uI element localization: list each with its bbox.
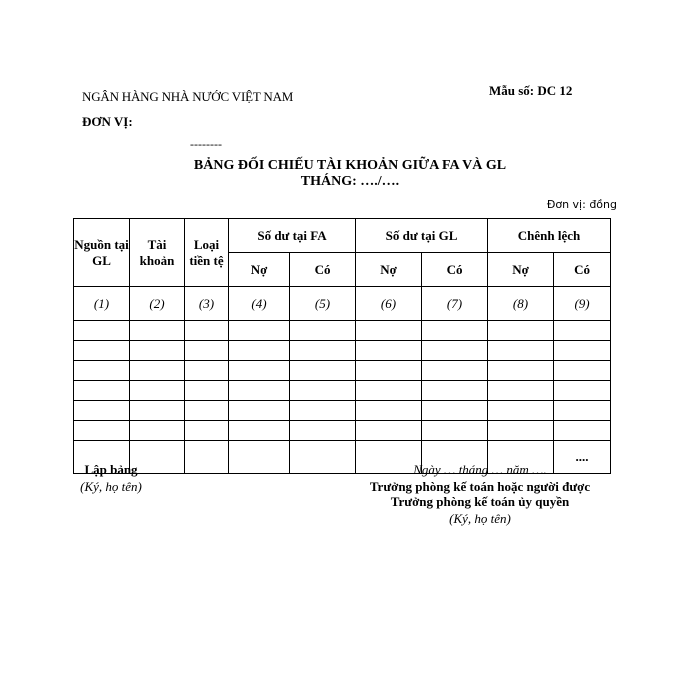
table-cell — [356, 321, 422, 341]
currency-note: Đơn vị: đồng — [546, 198, 617, 211]
table-cell — [554, 401, 611, 421]
table-cell — [422, 361, 488, 381]
table-cell — [130, 341, 185, 361]
table-cell — [229, 341, 290, 361]
table-cell — [229, 441, 290, 474]
table-cell — [74, 381, 130, 401]
header-source-gl: Nguồn tại GL — [74, 219, 130, 287]
table-cell — [488, 401, 554, 421]
table-cell — [290, 321, 356, 341]
table-cell — [488, 381, 554, 401]
table-cell — [185, 421, 229, 441]
column-number: (1) — [74, 287, 130, 321]
column-number: (8) — [488, 287, 554, 321]
table-cell — [290, 421, 356, 441]
approver-line-2: Trưởng phòng kế toán ủy quyền — [390, 494, 570, 509]
table-cell — [185, 381, 229, 401]
table-cell — [130, 321, 185, 341]
subheader-debit: Nợ — [488, 253, 554, 287]
header-row — [74, 219, 611, 253]
table-cell — [74, 361, 130, 381]
subheader-credit: Có — [422, 253, 488, 287]
subheader-credit: Có — [290, 253, 356, 287]
form-code: Mẫu số: DC 12 — [489, 83, 573, 98]
preparer-title: Lập bảng — [84, 462, 138, 477]
table-cell — [356, 341, 422, 361]
column-number: (2) — [130, 287, 185, 321]
table-cell — [422, 321, 488, 341]
table-cell — [74, 341, 130, 361]
table-row — [74, 381, 611, 401]
table-cell — [554, 381, 611, 401]
table-cell — [229, 321, 290, 341]
table-cell — [422, 421, 488, 441]
table-cell — [185, 361, 229, 381]
table-row — [74, 341, 611, 361]
table-cell — [290, 401, 356, 421]
preparer-signature-note: (Ký, họ tên) — [80, 479, 142, 494]
column-number: (4) — [229, 287, 290, 321]
reconciliation-table — [73, 218, 611, 474]
table-cell — [422, 381, 488, 401]
month-line: THÁNG: …./…. — [300, 174, 400, 189]
table-cell — [356, 421, 422, 441]
header-balance-fa: Số dư tại FA — [229, 219, 356, 253]
column-number: (9) — [554, 287, 611, 321]
table-cell — [74, 421, 130, 441]
approver-signature-note: (Ký, họ tên) — [449, 511, 511, 526]
table-cell — [290, 341, 356, 361]
table-cell — [185, 401, 229, 421]
table-cell — [554, 421, 611, 441]
table-cell — [185, 321, 229, 341]
table-cell — [229, 361, 290, 381]
subheader-debit: Nợ — [229, 253, 290, 287]
table-cell — [130, 381, 185, 401]
table-cell — [229, 421, 290, 441]
header-currency-type: Loại tiền tệ — [185, 219, 229, 287]
table-cell — [130, 361, 185, 381]
column-number: (7) — [422, 287, 488, 321]
column-number: (3) — [185, 287, 229, 321]
table-cell — [554, 321, 611, 341]
column-number: (5) — [290, 287, 356, 321]
subheader-debit: Nợ — [356, 253, 422, 287]
table-cell — [554, 341, 611, 361]
table-cell — [422, 341, 488, 361]
table-cell — [488, 361, 554, 381]
table-cell — [554, 361, 611, 381]
table-cell — [290, 361, 356, 381]
column-number: (6) — [356, 287, 422, 321]
document-title: BẢNG ĐỐI CHIẾU TÀI KHOẢN GIỮA FA VÀ GL — [193, 158, 507, 173]
table-row — [74, 321, 611, 341]
table-cell — [422, 401, 488, 421]
subheader-credit: Có — [554, 253, 611, 287]
table-cell — [488, 421, 554, 441]
table-cell — [130, 401, 185, 421]
organization-name: NGÂN HÀNG NHÀ NƯỚC VIỆT NAM — [82, 89, 294, 104]
last-cell-ellipsis: .... — [554, 441, 611, 474]
header-account: Tài khoản — [130, 219, 185, 287]
unit-label: ĐƠN VỊ: — [82, 114, 133, 129]
table-cell — [74, 401, 130, 421]
table-cell — [74, 321, 130, 341]
table-cell — [229, 401, 290, 421]
table-cell — [356, 361, 422, 381]
table-row — [74, 421, 611, 441]
approver-line-1: Trưởng phòng kế toán hoặc người được — [369, 479, 591, 494]
table-cell — [290, 381, 356, 401]
separator: -------- — [190, 137, 222, 151]
table-cell — [488, 321, 554, 341]
table-row — [74, 361, 611, 381]
column-number-row — [74, 287, 611, 321]
table-row — [74, 401, 611, 421]
table-cell — [356, 401, 422, 421]
date-line: Ngày … tháng … năm …. — [413, 462, 547, 477]
table-cell — [130, 421, 185, 441]
header-difference: Chênh lệch — [488, 219, 611, 253]
header-balance-gl: Số dư tại GL — [356, 219, 488, 253]
table-cell — [185, 341, 229, 361]
table-cell — [229, 381, 290, 401]
table-cell — [488, 341, 554, 361]
table-cell — [356, 381, 422, 401]
